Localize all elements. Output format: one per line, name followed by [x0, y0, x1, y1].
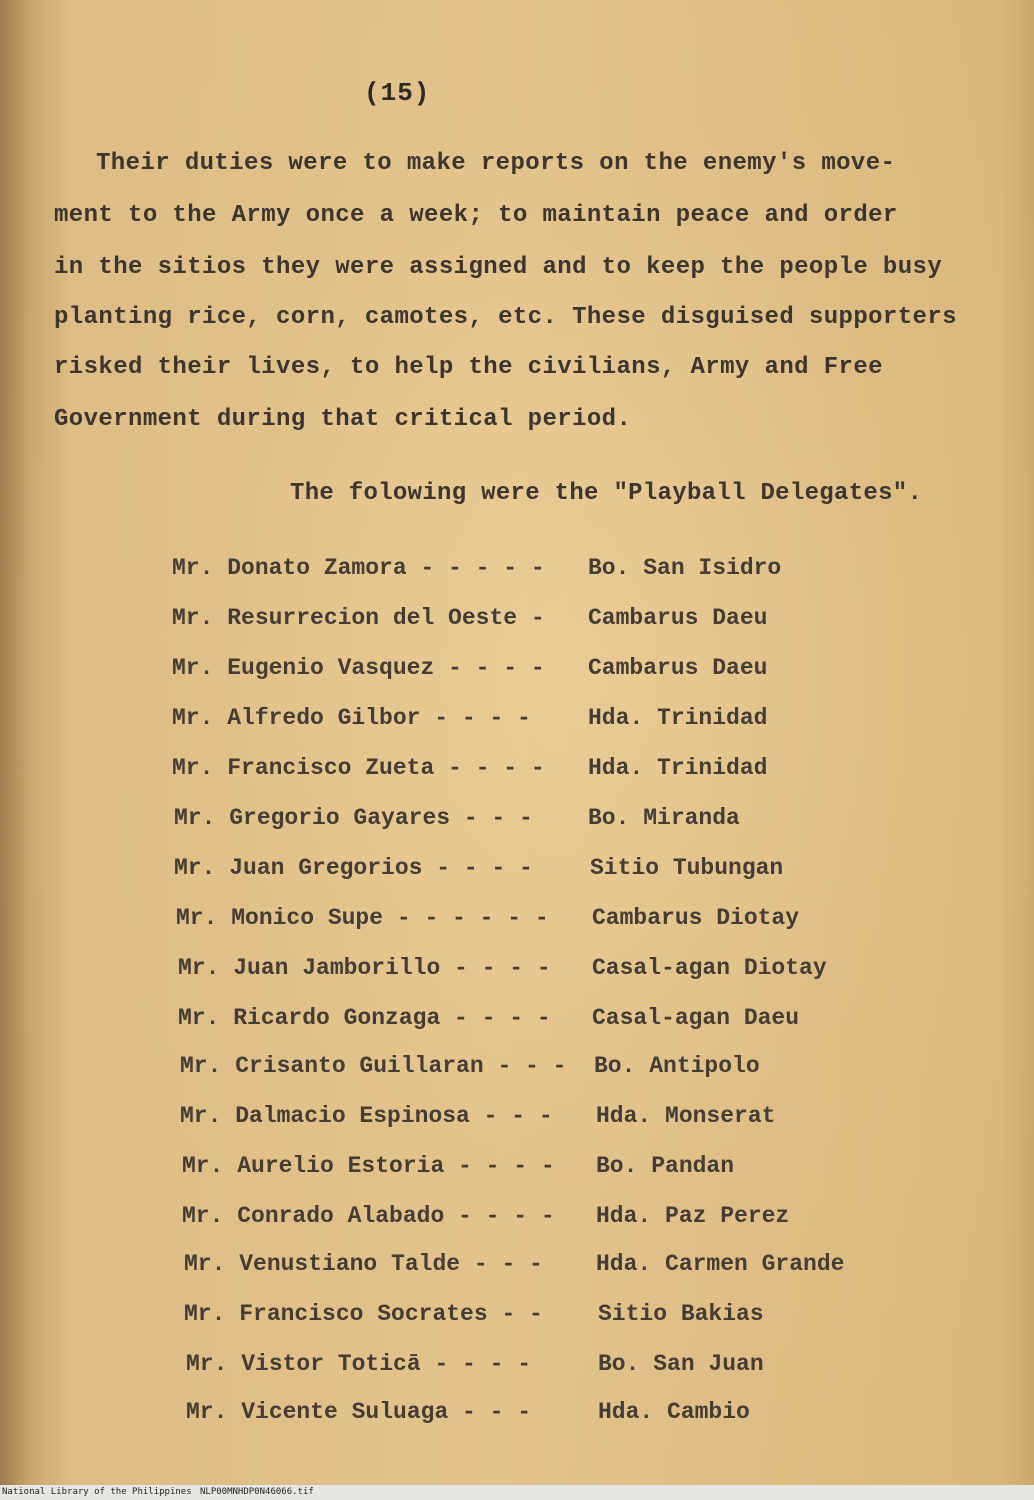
library-credit: National Library of the Philippines [2, 1487, 192, 1497]
delegate-location: Bo. Pandan [596, 1153, 735, 1179]
delegate-name: Mr. Crisanto Guillaran - - - [180, 1053, 567, 1079]
file-id: NLP00MNHDP0N46066.tif [200, 1487, 314, 1497]
delegate-location: Hda. Trinidad [588, 755, 768, 781]
delegates-intro: The folowing were the "Playball Delegates". [290, 480, 923, 507]
paragraph-line: in the sitios they were assigned and to keep the people busy [54, 254, 943, 281]
paragraph-line: ment to the Army once a week; to maintain peace and order [54, 202, 898, 229]
delegate-name: Mr. Alfredo Gilbor - - - - [172, 705, 531, 731]
delegate-location: Hda. Cambio [598, 1399, 750, 1425]
delegate-name: Mr. Vicente Suluaga - - - [186, 1399, 532, 1425]
delegate-location: Casal-agan Daeu [592, 1005, 800, 1031]
paragraph-line: Their duties were to make reports on the enemy's move- [96, 150, 896, 177]
delegate-name: Mr. Juan Gregorios - - - - [174, 855, 533, 881]
delegate-location: Hda. Monserat [596, 1103, 776, 1129]
delegate-location: Bo. San Isidro [588, 555, 782, 581]
delegate-location: Cambarus Daeu [588, 605, 768, 631]
delegate-name: Mr. Donato Zamora - - - - - [172, 555, 545, 581]
delegate-name: Mr. Francisco Socrates - - [184, 1301, 543, 1327]
page-number: (15) [364, 78, 431, 108]
delegate-location: Hda. Trinidad [588, 705, 768, 731]
delegate-location: Casal-agan Diotay [592, 955, 827, 981]
delegate-location: Hda. Paz Perez [596, 1203, 790, 1229]
paragraph-line: risked their lives, to help the civilians, Army and Free [54, 354, 883, 381]
scan-footer [0, 1485, 1034, 1500]
delegate-location: Bo. Antipolo [594, 1053, 760, 1079]
delegate-location: Hda. Carmen Grande [596, 1251, 845, 1277]
delegate-location: Sitio Bakias [598, 1301, 764, 1327]
delegate-name: Mr. Monico Supe - - - - - - [176, 905, 549, 931]
delegate-name: Mr. Ricardo Gonzaga - - - - [178, 1005, 551, 1031]
delegate-name: Mr. Aurelio Estoria - - - - [182, 1153, 555, 1179]
delegate-name: Mr. Dalmacio Espinosa - - - [180, 1103, 553, 1129]
paragraph-line: planting rice, corn, camotes, etc. These disguised supporters [54, 304, 957, 331]
paragraph-line: Government during that critical period. [54, 406, 632, 433]
delegate-name: Mr. Resurrecion del Oeste - [172, 605, 545, 631]
delegate-location: Bo. Miranda [588, 805, 740, 831]
delegate-name: Mr. Eugenio Vasquez - - - - [172, 655, 545, 681]
delegate-location: Cambarus Daeu [588, 655, 768, 681]
delegate-location: Cambarus Diotay [592, 905, 800, 931]
delegate-name: Mr. Venustiano Talde - - - [184, 1251, 543, 1277]
delegate-location: Sitio Tubungan [590, 855, 784, 881]
delegate-name: Mr. Vistor Toticā - - - - [186, 1351, 532, 1377]
delegate-location: Bo. San Juan [598, 1351, 764, 1377]
delegate-name: Mr. Conrado Alabado - - - - [182, 1203, 555, 1229]
delegate-name: Mr. Francisco Zueta - - - - [172, 755, 545, 781]
delegate-name: Mr. Juan Jamborillo - - - - [178, 955, 551, 981]
delegate-name: Mr. Gregorio Gayares - - - [174, 805, 533, 831]
